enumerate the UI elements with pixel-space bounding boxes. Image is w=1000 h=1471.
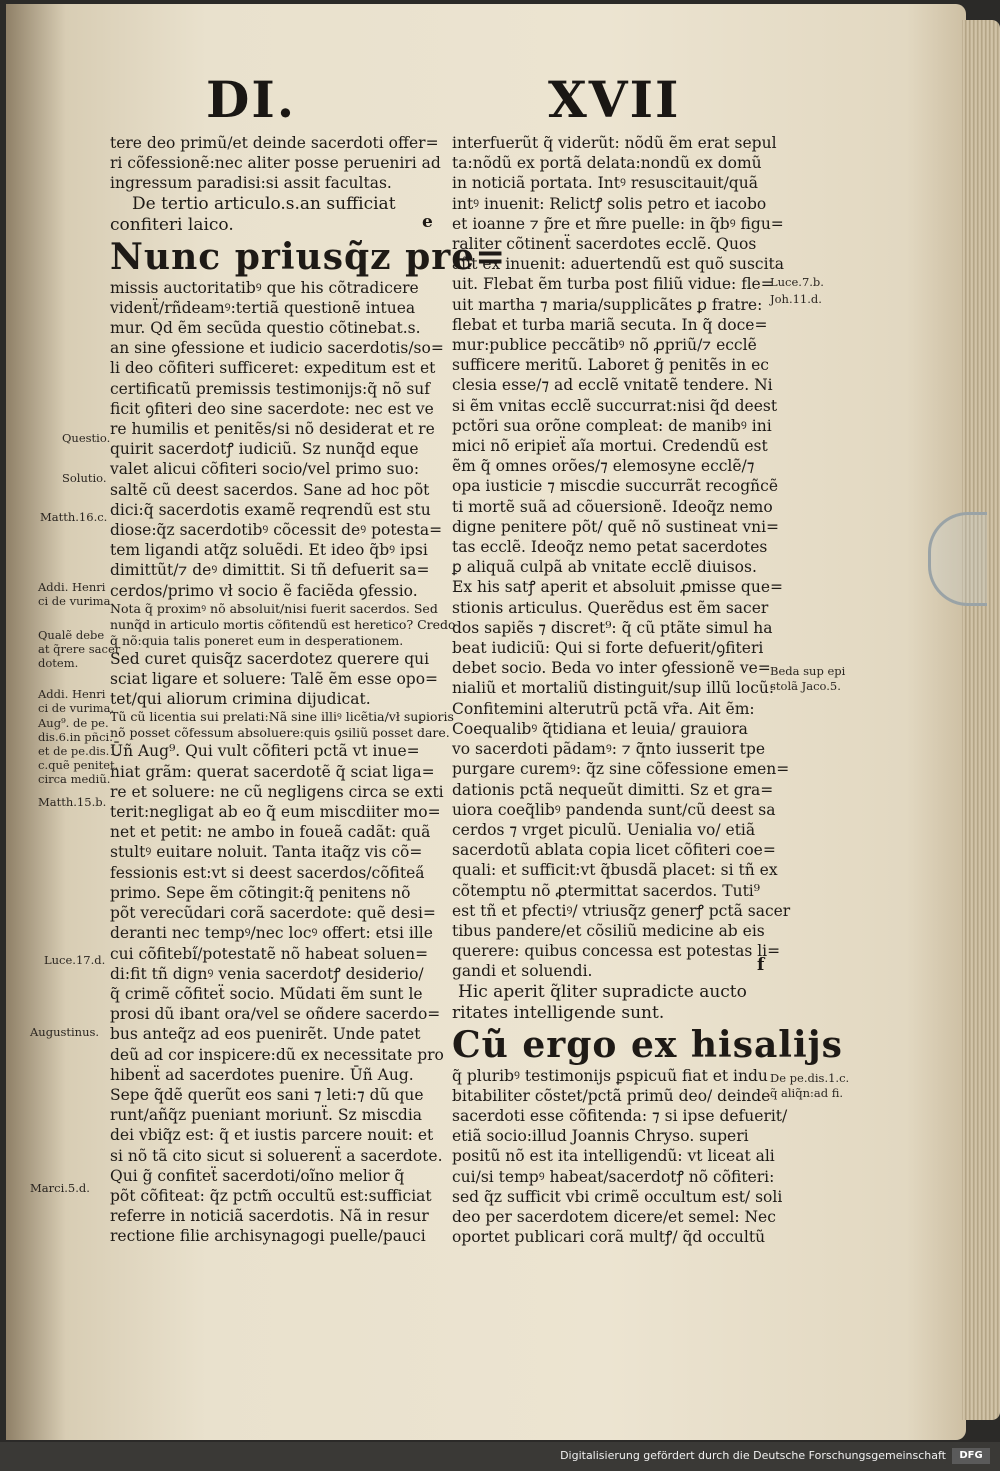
text-line: si nõ tã cito sicut si soluerenẗ a sacerdote. — [110, 1146, 443, 1165]
section-heading: ritates intelligende sunt. — [452, 1002, 665, 1023]
section-heading: De tertio articulo.s.an sufficiat — [132, 193, 396, 214]
text-line: vo sacerdoti pãdamꝰ: ⁊ q̃nto iusserit tpe — [452, 740, 765, 759]
addition-line: Nota q̃ proximꝰ nõ absoluit/nisi fuerit sacerdos. Sed — [110, 600, 438, 616]
margin-note: Luce.17.d. — [44, 953, 106, 967]
text-line: clesia esse/⁊ ad ecclẽ vnitatẽ tendere. Ni — [452, 376, 773, 395]
text-line: ficit ꝯfiteri deo sine sacerdote: nec est ve — [110, 399, 434, 418]
text-line: flebat et turba mariã secuta. In q̃ doce= — [452, 315, 768, 334]
text-line: deranti nec tempꝰ/nec locꝰ offert: etsi ille — [110, 924, 433, 943]
text-line: põt verecũdari corã sacerdote: quẽ desi= — [110, 904, 436, 923]
text-line: cerdos ⁊ vrget piculũ. Uenialia vo/ etiã — [452, 820, 756, 839]
text-line: in noticiã portata. Intꝰ resuscitauit/quã — [452, 174, 758, 193]
margin-note: et de pe.dis.1. — [38, 744, 121, 758]
text-line: mur:publice peccãtibꝰ nõ ꝓpriũ/⁊ ecclẽ — [452, 336, 757, 355]
text-line: sciat ligare et soluere: Talẽ ẽm esse opo= — [110, 670, 439, 689]
addition-line: nunq̃d in articulo mortis cõfitendũ est heretico? Credo — [110, 616, 456, 632]
margin-note: Questio. — [62, 431, 111, 445]
text-line: mici nõ eripieẗ aĩa mortui. Credendũ est — [452, 437, 768, 456]
text-line: et ioanne ⁊ p̃re et m̃re puelle: in q̃bꝰ figu= — [452, 214, 784, 233]
text-line: valet alicui cõfiteri socio/vel primo suo: — [110, 460, 420, 479]
text-line: quirit sacerdotꝭ iudiciũ. Sz nunq̃d eque — [110, 440, 419, 459]
text-line: niat grãm: querat sacerdotẽ q̃ sciat liga= — [110, 762, 435, 781]
text-line: q̃ pluribꝰ testimonijs ꝑspicuũ fiat et indu — [452, 1066, 768, 1085]
text-line: cõtemptu nõ ꝓtermittat sacerdos. Tuti⁹ — [452, 881, 760, 900]
text-line: sufficere meritũ. Laboret g̃ penitẽs in ec — [452, 356, 769, 375]
text-line: q̃ crimẽ cõfiteẗ socio. Mũdati ẽm sunt le — [110, 984, 423, 1003]
folio-right: XVII — [548, 70, 681, 129]
text-line: fessionis est:vt si deest sacerdos/cõfitea̋ — [110, 863, 425, 882]
text-line: tem ligandi atq̃z soluẽdi. Et ideo q̃bꝰ ipsi — [110, 541, 428, 560]
text-line: ti mortẽ suã ad cõuersionẽ. Ideoq̃z nemo — [452, 497, 773, 516]
margin-note: c.quẽ penitet. — [38, 758, 119, 772]
margin-note: De pe.dis.1.c. — [770, 1071, 850, 1085]
text-line: beat iudiciũ: Qui si forte defuerit/ꝯfiteri — [452, 639, 764, 658]
margin-note: Marci.5.d. — [30, 1181, 90, 1195]
text-line: gandi et soluendi. — [452, 962, 593, 981]
text-line: an sine ꝯfessione et iudicio sacerdotis/so= — [110, 339, 444, 358]
margin-note: Joh.11.d. — [770, 292, 822, 306]
text-line: uiora coeq̃libꝰ pandenda sunt/cũ deest sa — [452, 800, 776, 819]
margin-note: Beda sup epi — [770, 664, 846, 678]
text-line: est tñ et pfectiꝰ/ vtriusq̃z generꝭ pctã sacer — [452, 901, 791, 920]
margin-note: Qualẽ debe — [38, 628, 105, 642]
text-line: ẽm q̃ omnes orões/⁊ elemosyne ecclẽ/⁊ — [452, 457, 755, 476]
text-line: si ẽm vnitas ecclẽ succurrat:nisi q̃d deest — [452, 396, 778, 415]
text-line: deo per sacerdotem dicere/et semel: Nec — [452, 1207, 776, 1226]
text-line: terit:negligat ab eo q̃ eum miscdiiter mo= — [110, 803, 441, 822]
text-line: mur. Qd ẽm secũda questio cõtinebat.s. — [110, 319, 421, 338]
text-line: tet/qui aliorum crimina dijudicat. — [110, 690, 371, 709]
text-line: rectione filie archisynagogi puelle/pauci — [110, 1227, 426, 1246]
margin-note: ci de vurima. — [38, 594, 115, 608]
text-line: nialiũ et mortaliũ distinguit/sup illũ locũ: — [452, 679, 775, 698]
text-line: saltẽ cũ deest sacerdos. Sane ad hoc põt — [110, 480, 430, 499]
text-line: Ūñ Aug⁹. Qui vult cõfiteri pctã vt inue= — [110, 742, 420, 761]
text-line: ri cõfessionẽ:nec aliter posse perueniri ad — [110, 154, 441, 173]
section-mark-e: e — [422, 212, 433, 232]
margin-note: Addi. Henri — [38, 687, 106, 701]
text-line: opa iusticie ⁊ miscdie succurrãt recogñcẽ — [452, 477, 778, 496]
text-line: bus anteq̃z ad eos puenirẽt. Unde patet — [110, 1025, 421, 1044]
text-line: oportet publicari corã multꝭ/ q̃d occultũ — [452, 1228, 766, 1247]
section-heading: Hic aperit q̃liter supradicte aucto — [458, 981, 747, 1002]
margin-note: Luce.7.b. — [770, 275, 824, 289]
text-line: stionis articulus. Querẽdus est ẽm sacer — [452, 598, 769, 617]
margin-note: Matth.16.c. — [40, 510, 108, 524]
text-line: digne penitere põt/ quẽ nõ sustineat vni= — [452, 517, 780, 536]
text-line: Confitemini alterutrũ pctã vr̃a. Ait ẽm: — [452, 699, 755, 718]
text-line: aũt ex inuenit: aduertendũ est quõ suscita — [452, 255, 785, 274]
page-edges — [962, 20, 1000, 1420]
text-line: sed q̃z sufficit vbi crimẽ occultum est/ soli — [452, 1187, 783, 1206]
text-line: diose:q̃z sacerdotibꝰ cõcessit deꝰ potesta= — [110, 521, 443, 540]
text-line: referre in noticiã sacerdotis. Nã in resur — [110, 1207, 429, 1226]
addition-line: q̃ nõ:quia talis poneret eum in desperationem. — [110, 632, 404, 648]
text-line: tibus pandere/et cõsiliũ medicine ab eis — [452, 921, 765, 940]
margin-note: Aug⁹. de pe. — [38, 716, 109, 730]
text-line: net et petit: ne ambo in foueã cadãt: quã — [110, 823, 431, 842]
section-heading: confiteri laico. — [110, 214, 234, 235]
margin-note: Augustinus. — [30, 1025, 100, 1039]
text-line: dici:q̃ sacerdotis examẽ reqrendũ est stu — [110, 500, 431, 519]
text-line: stultꝰ euitare noluit. Tanta itaq̃z vis cõ= — [110, 843, 423, 862]
text-line: põt cõfiteat: q̃z pctm̃ occultũ est:sufficiat — [110, 1186, 432, 1205]
initial-line: Cũ ergo ex hisalijs — [452, 1023, 843, 1066]
footer-bar — [0, 1442, 1000, 1471]
folio-left: DI. — [206, 70, 297, 129]
text-line: Qui g̃ confiteẗ sacerdoti/oĩno melior q̃ — [110, 1166, 405, 1185]
text-line: prosi dũ ibant ora/vel se oñdere sacerdo= — [110, 1005, 441, 1024]
text-line: ta:nõdũ ex portã delata:nondũ ex domũ — [452, 154, 762, 173]
addition-line: nõ posset cõfessum absoluere:quis ꝯsiliũ posset dare. — [110, 725, 450, 741]
text-line: purgare curemꝰ: q̃z sine cõfessione emen= — [452, 760, 790, 779]
text-line: li deo cõfiteri sufficeret: expeditum est et — [110, 359, 436, 378]
text-line: uit. Flebat ẽm turba post filiũ vidue: fle= — [452, 275, 774, 294]
text-line: dei vbiq̃z est: q̃ et iustis parcere nouit: et — [110, 1126, 434, 1145]
initial-line: Nunc priusq̃z pre= — [110, 235, 507, 278]
section-mark-f: f — [757, 955, 765, 975]
dfg-logo: DFG — [952, 1448, 990, 1464]
text-line: Sed curet quisq̃z sacerdotez querere qui — [110, 649, 430, 668]
text-line: Ex his satꝭ aperit et absoluit ꝓmisse que= — [452, 578, 783, 597]
margin-note: stolã Jaco.5. — [770, 679, 841, 693]
text-line: videnẗ/rñdeamꝰ:tertiã questionẽ intuea — [110, 298, 416, 317]
text-line: certificatũ premissis testimonijs:q̃ nõ suf — [110, 379, 431, 398]
left-column — [110, 133, 507, 1247]
margin-note: Matth.15.b. — [38, 795, 107, 809]
text-line: sacerdotũ ablata copia licet cõfiteri coe= — [452, 841, 776, 860]
text-line: Sepe q̃dẽ querũt eos sani ⁊ leti:⁊ dũ que — [110, 1085, 424, 1104]
text-line: re humilis et penitẽs/si nõ desiderat et re — [110, 420, 435, 439]
text-line: missis auctoritatibꝰ que his cõtradicere — [110, 278, 419, 297]
margin-note: circa mediũ. — [38, 772, 111, 786]
text-line: quali: et sufficit:vt q̃busdã placet: si tñ ex — [452, 861, 778, 880]
digitization-credit: Digitalisierung gefördert durch die Deutsche Forschungsgemeinschaft — [560, 1449, 946, 1462]
margin-note: Solutio. — [62, 471, 107, 485]
text-line: querere: quibus concessa est potestas li= — [452, 942, 781, 961]
text-line: tas ecclẽ. Ideoq̃z nemo petat sacerdotes — [452, 538, 768, 557]
margin-note: Addi. Henri — [38, 580, 106, 594]
margin-note: q̃ aliq̃n:ad fi. — [770, 1086, 844, 1100]
addition-line: Tũ cũ licentia sui prelati:Nã sine illiꝰ licẽtia/vł suꝑioris — [110, 709, 454, 725]
text-line: di:fit tñ dignꝰ venia sacerdotꝭ desiderio/ — [110, 964, 424, 983]
text-line: dos sapiẽs ⁊ discret⁹: q̃ cũ ptãte simul ha — [452, 618, 773, 637]
text-line: hibenẗ ad sacerdotes puenire. Ūñ Aug. — [110, 1065, 414, 1084]
text-line: Coequalibꝰ q̃tidiana et leuia/ grauiora — [452, 719, 748, 738]
text-line: etiã socio:illud Joannis Chryso. superi — [452, 1127, 749, 1146]
text-line: primo. Sepe ẽm cõtingit:q̃ penitens nõ — [110, 883, 411, 902]
text-line: uit martha ⁊ maria/supplicãtes ꝑ fratre: — [452, 295, 763, 314]
text-line: debet socio. Beda vo inter ꝯfessionẽ ve= — [452, 659, 771, 678]
text-line: deũ ad cor inspicere:dũ ex necessitate pro — [110, 1045, 444, 1064]
text-line: dimittũt/⁊ deꝰ dimittit. Si tñ defuerit sa= — [110, 561, 430, 580]
text-line: ingressum paradisi:si assit facultas. — [110, 174, 392, 193]
text-line: cui/si tempꝰ habeat/sacerdotꝭ nõ cõfiteri: — [452, 1167, 775, 1186]
margin-note: ci de vurima. — [38, 701, 115, 715]
text-line: cui cõfitebi̋/potestatẽ nõ habeat soluen= — [110, 944, 429, 963]
text-line: pctõri sua orõne compleat: de manibꝰ ini — [452, 416, 772, 435]
text-line: intꝰ inuenit: Relictꝭ solis petro et iacobo — [452, 194, 767, 213]
text-line: runt/añq̃z pueniant moriunẗ. Sz miscdia — [110, 1106, 423, 1125]
text-line: tere deo primũ/et deinde sacerdoti offer= — [110, 134, 439, 152]
text-line: ꝑ aliquã culpã ab vnitate ecclẽ diuisos. — [452, 558, 757, 577]
margin-note: dis.6.in pñci. — [38, 730, 113, 744]
margin-note: dotem. — [38, 656, 79, 670]
text-line: sacerdoti esse cõfitenda: ⁊ si ipse defuerit/ — [452, 1106, 788, 1125]
text-line: raliter cõtinenẗ sacerdotes ecclẽ. Quos — [452, 235, 757, 254]
text-line: dationis pctã nequeũt dimitti. Sz et gra= — [452, 780, 774, 799]
text-line: cerdos/primo vł socio ẽ faciẽda ꝯfessio. — [110, 581, 418, 600]
page-clip — [928, 512, 987, 606]
text-line: interfuerũt q̃ viderũt: nõdũ ẽm erat sepul — [452, 134, 777, 152]
text-line: positũ nõ est ita intelligendũ: vt liceat ali — [452, 1147, 775, 1166]
text-line: bitabiliter cõstet/pctã primũ deo/ deinde — [452, 1086, 771, 1105]
margin-note: at q̃rere sacer — [38, 642, 121, 656]
text-line: re et soluere: ne cũ negligens circa se exti — [110, 782, 444, 801]
